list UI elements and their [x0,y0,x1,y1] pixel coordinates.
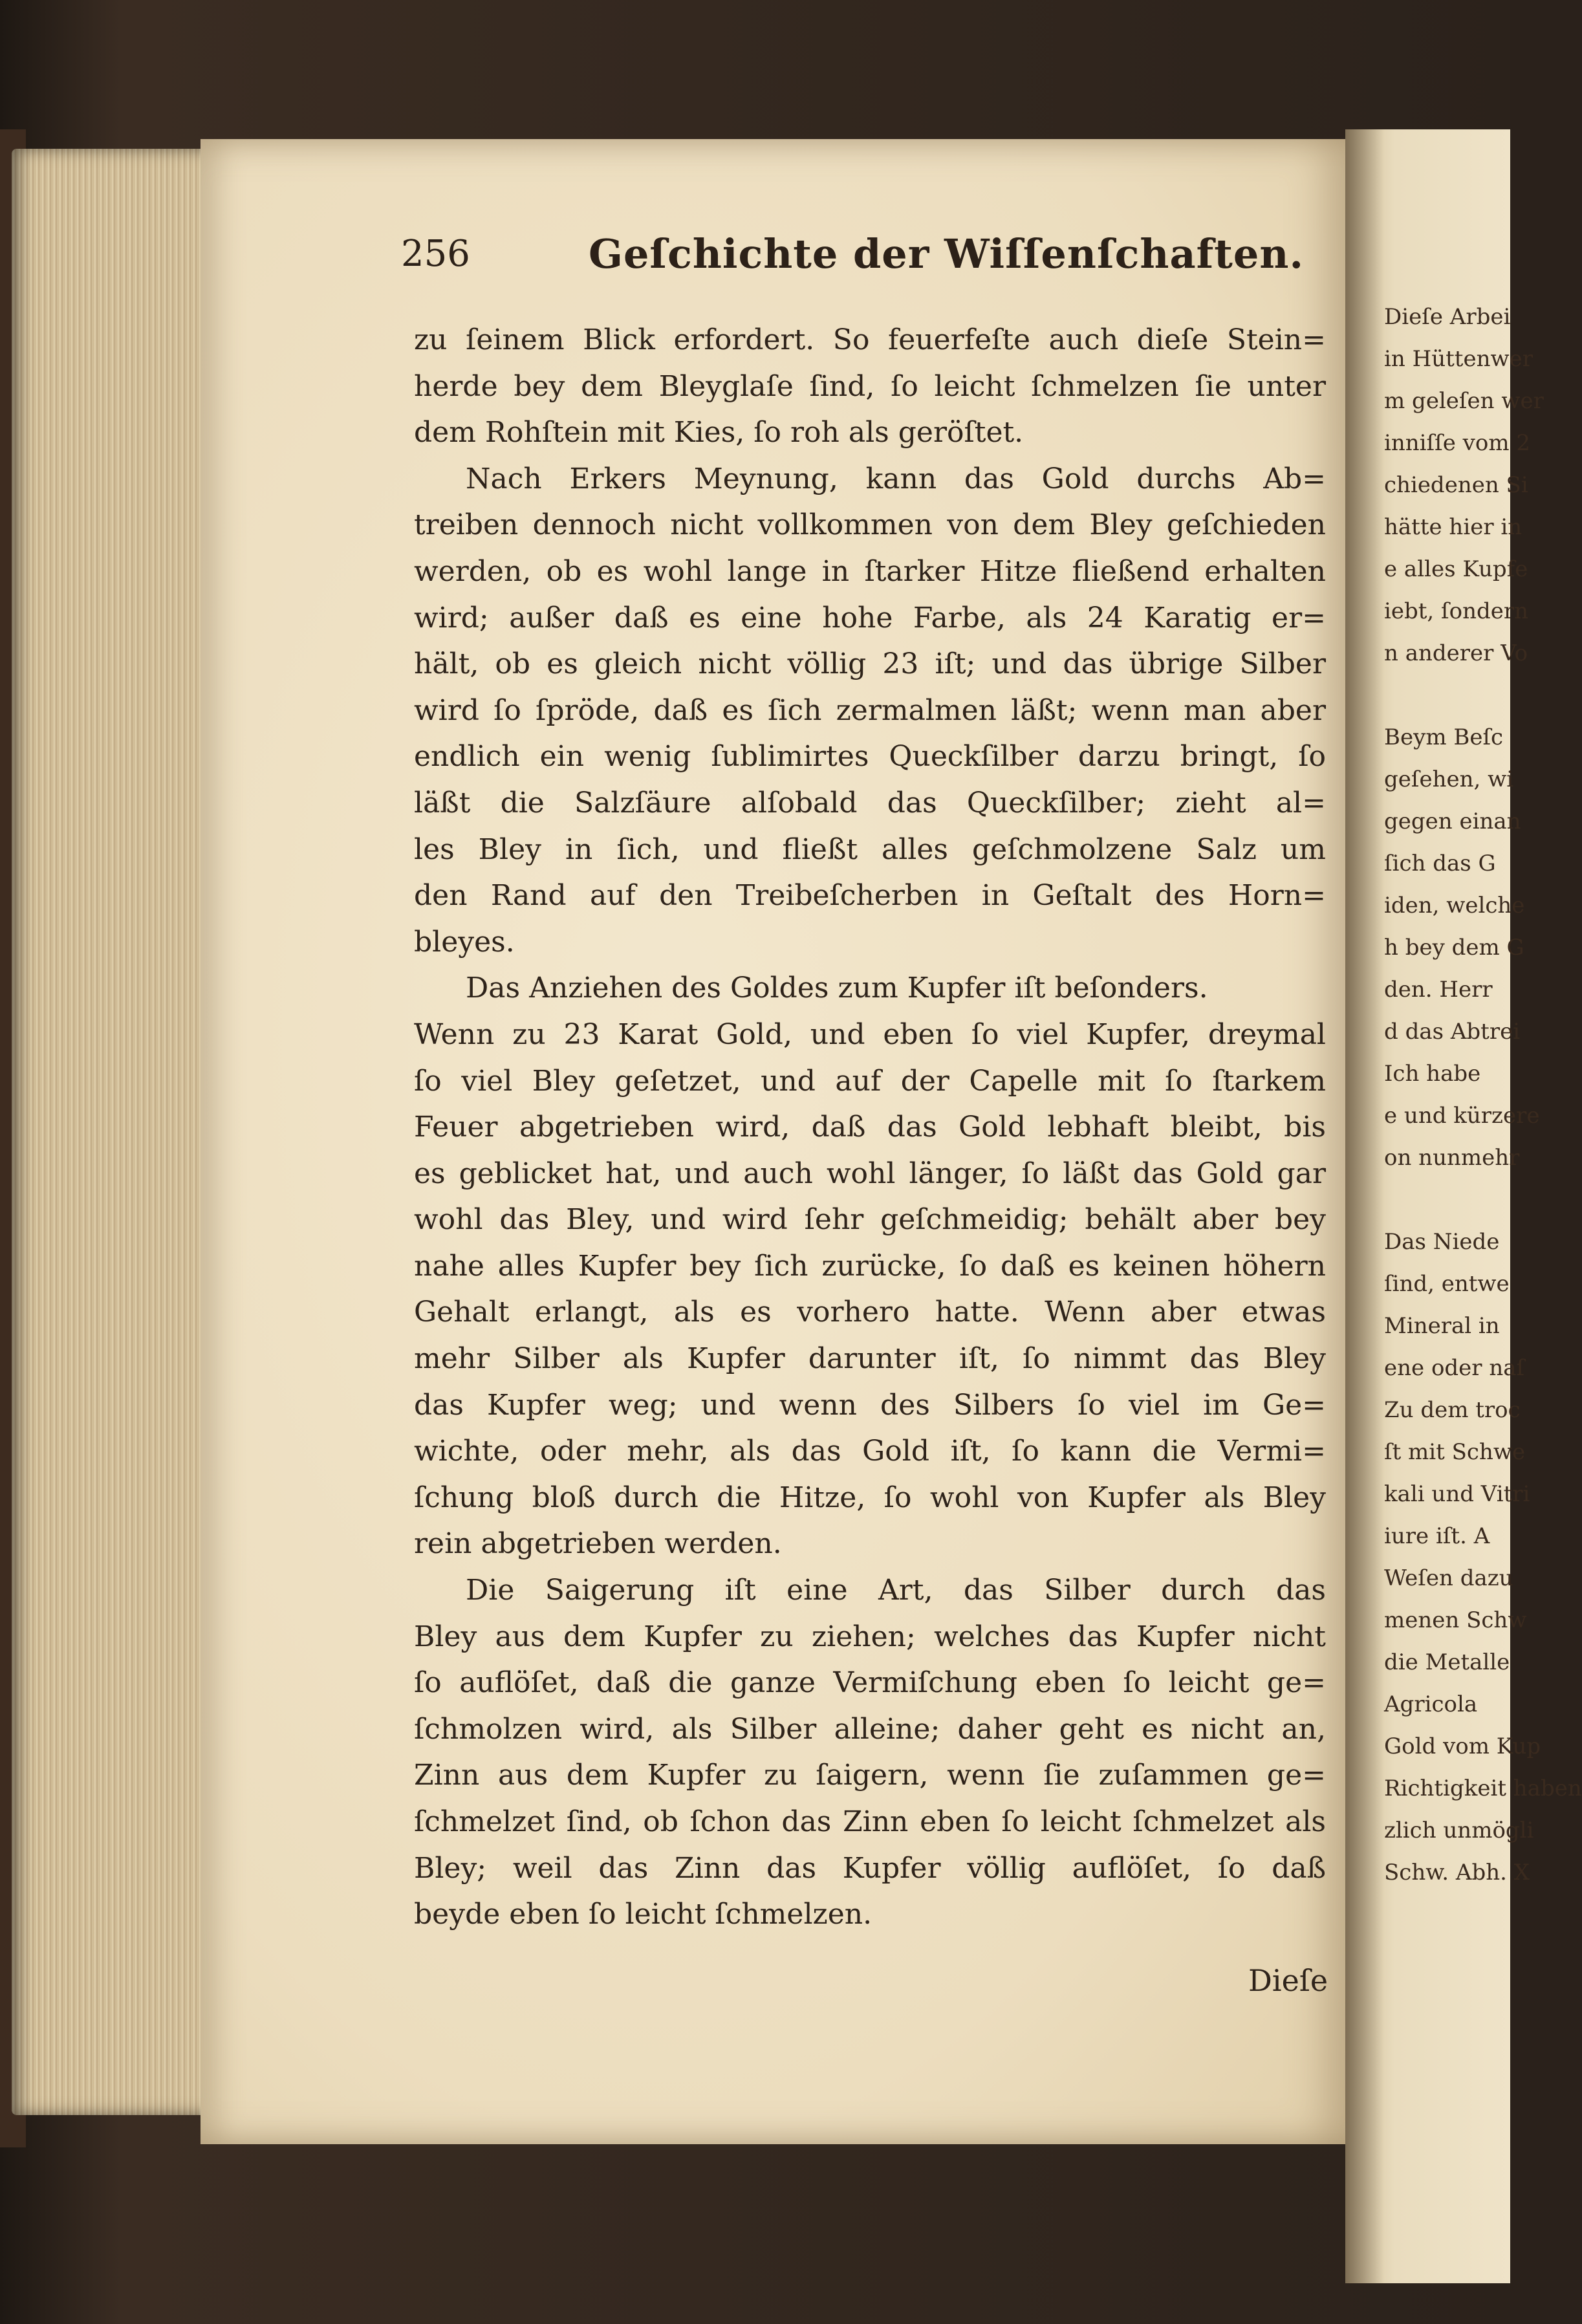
facing-line: e und kürzere [1384,1103,1540,1129]
facing-line: ene oder naſ [1384,1355,1525,1381]
text-line: endlich ein wenig ſublimirtes Queckſilber darzu bringt, ſo [414,740,1326,774]
text-line: werden, ob es wohl lange in ſtarker Hitze fließend erhalten [414,554,1326,588]
gutter-shadow [1345,129,1384,2283]
text-line: ſchung bloß durch die Hitze, ſo wohl von Kupfer als Bley [414,1481,1326,1514]
text-line: ſo auflöſet, daß die ganze Vermiſchung eben ſo leicht ge= [414,1666,1326,1700]
page-edges [12,149,225,2115]
text-line: läßt die Salzſäure alſobald das Queckſilber; zieht al= [414,786,1326,820]
text-line: rein abgetrieben werden. [414,1527,782,1561]
text-line: nahe alles Kupfer bey ſich zurücke, ſo daß es keinen höhern [414,1249,1326,1283]
facing-line: Ich habe [1384,1061,1481,1087]
facing-line: in Hüttenwer [1384,346,1533,372]
text-line: ſchmelzet ſind, ob ſchon das Zinn eben ſo leicht ſchmelzet als [414,1805,1326,1838]
facing-line: h bey dem G [1384,935,1524,961]
facing-line: e alles Kupfe [1384,556,1528,582]
facing-line: n anderer Vo [1384,640,1528,666]
text-line: wichte, oder mehr, als das Gold iſt, ſo kann die Vermi= [414,1435,1326,1468]
text-line: Gehalt erlangt, als es vorhero hatte. Wenn aber etwas [414,1296,1326,1329]
facing-line: Das Niede [1384,1229,1500,1255]
facing-line: Beym Beſc [1384,724,1504,750]
facing-line: Agricola [1384,1691,1478,1717]
text-line: Wenn zu 23 Karat Gold, und eben ſo viel Kupfer, dreymal [414,1017,1326,1051]
facing-line: Mineral in [1384,1313,1500,1339]
facing-line: die Metalle [1384,1649,1510,1675]
facing-line: Richtigkeit haben [1384,1776,1582,1801]
facing-line: on nunmehr [1384,1145,1520,1171]
facing-line: Schw. Abh. X [1384,1860,1530,1885]
text-line: ſchmolzen wird, als Silber alleine; daher geht es nicht an, [414,1712,1326,1746]
body-text [414,317,1326,1938]
facing-line: inniſſe vom 2 [1384,430,1530,456]
facing-line: Gold vom Kup [1384,1733,1541,1759]
facing-line: iure iſt. A [1384,1523,1490,1549]
page-number: 256 [401,233,470,275]
text-line: dem Rohſtein mit Kies, ſo roh als geröſtet. [414,416,1024,450]
facing-line: chiedenen Si [1384,472,1528,498]
text-line: bleyes. [414,925,515,959]
text-line: Die Saigerung iſt eine Art, das Silber durch das [466,1574,1326,1607]
running-head [401,230,1345,285]
text-line: wird; außer daß es eine hohe Farbe, als 24 Karatig er= [414,601,1326,635]
facing-line: gegen einan [1384,809,1521,834]
text-line: wird ſo ſpröde, daß es ſich zermalmen läßt; wenn man aber [414,693,1326,727]
catchword: Dieſe [1248,1963,1328,1998]
text-line: mehr Silber als Kupfer darunter iſt, ſo nimmt das Bley [414,1342,1326,1376]
text-line: das Kupfer weg; und wenn des Silbers ſo viel im Ge= [414,1388,1326,1422]
text-line: wohl das Bley, und wird ſehr geſchmeidig; behält aber bey [414,1203,1326,1237]
facing-line: den. Herr [1384,977,1493,1003]
text-line: ſo viel Bley geſetzet, und auf der Capelle mit ſo ſtarkem [414,1064,1326,1098]
facing-line: ſich das G [1384,851,1496,876]
text-line: treiben dennoch nicht vollkommen von dem Bley geſchieden [414,508,1326,542]
text-line: Bley aus dem Kupfer zu ziehen; welches das Kupfer nicht [414,1620,1326,1653]
facing-line: m geleſen wer [1384,388,1544,414]
facing-line: kali und Vitri [1384,1481,1530,1507]
text-line: herde bey dem Bleyglaſe ſind, ſo leicht ſchmelzen ſie unter [414,369,1326,403]
facing-line: zlich unmögli [1384,1818,1534,1843]
facing-line: geſehen, wi [1384,766,1514,792]
text-line: zu ſeinem Blick erfordert. So feuerfeſte auch dieſe Stein= [414,323,1326,356]
facing-line: Zu dem troc [1384,1397,1521,1423]
facing-line: Dieſe Arbei [1384,304,1511,330]
facing-line: d das Abtrei [1384,1019,1521,1045]
text-line: es geblicket hat, und auch wohl länger, ſo läßt das Gold gar [414,1157,1326,1190]
facing-line: hätte hier in [1384,514,1522,540]
text-line: Das Anziehen des Goldes zum Kupfer iſt beſonders. [466,972,1208,1005]
text-line: les Bley in ſich, und fließt alles geſchmolzene Salz um [414,832,1326,866]
text-line: beyde eben ſo leicht ſchmelzen. [414,1898,872,1931]
facing-line: Weſen dazu [1384,1565,1513,1591]
facing-line: iebt, ſondern [1384,598,1529,624]
text-line: hält, ob es gleich nicht völlig 23 iſt; und das übrige Silber [414,647,1326,681]
text-line: Nach Erkers Meynung, kann das Gold durchs Ab= [466,462,1326,495]
text-line: Zinn aus dem Kupfer zu ſaigern, wenn ſie zuſammen ge= [414,1759,1326,1792]
text-line: den Rand auf den Treibeſcherben in Geſtalt des Horn= [414,879,1326,913]
facing-line: iden, welche [1384,893,1525,918]
facing-page-fragment [1345,129,1582,2283]
facing-line: menen Schw [1384,1607,1527,1633]
facing-line: ſind, entwe [1384,1271,1510,1297]
facing-line: ſt mit Schwe [1384,1439,1526,1465]
text-line: Bley; weil das Zinn das Kupfer völlig auflöſet, ſo daß [414,1851,1326,1885]
text-line: Feuer abgetrieben wird, daß das Gold lebhaft bleibt, bis [414,1111,1326,1144]
page-title: Geſchichte der Wiſſenſchaften. [589,230,1305,277]
